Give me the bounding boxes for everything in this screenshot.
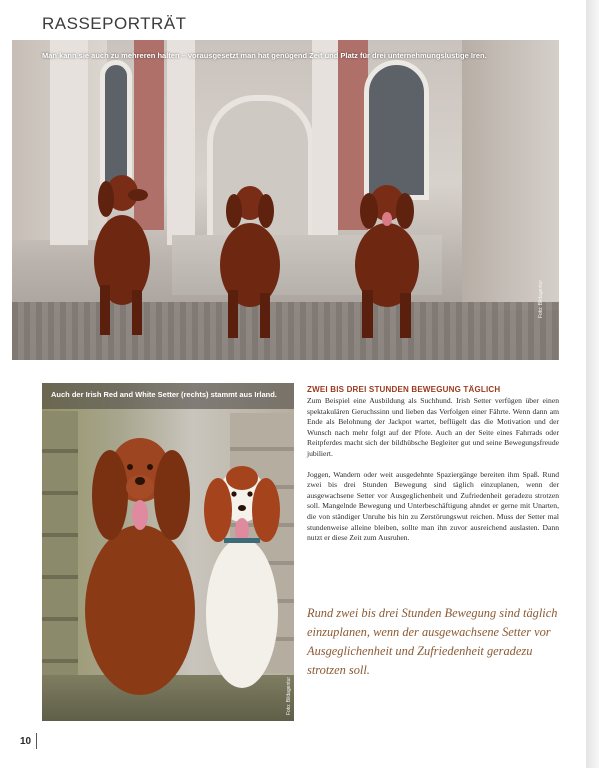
hero-photo (12, 40, 559, 360)
irish-setter-sitting (70, 415, 210, 700)
page-edge (586, 0, 599, 768)
article-body (307, 396, 559, 554)
column-right (462, 40, 559, 310)
hero-photo-caption: Man kann sie auch zu mehreren halten – vorausgesetzt man hat genügend Zeit und Platz für drei unternehmungslustige Iren. (42, 51, 487, 60)
article-paragraph: Zum Beispiel eine Ausbildung als Suchhund. Irish Setter verfügen über einen spektakulären Geruchssinn und lieben das Verfolgen einer Fährte. Wenn dann am Ende als Belohnung der Jackpot wartet, beflügelt das die Motivation und der Wunsch nach mehr folgt auf der Pfote. Auch an der Seite eines Fahrrads oder Reitpferdes macht sich der bildhübsche Begleiter gut und seine Bewegungsfreude jubiliert. (307, 396, 559, 458)
red-and-white-setter-sitting (192, 448, 292, 693)
second-photo-caption: Auch der Irish Red and White Setter (rechts) stammt aus Irland. (51, 390, 277, 399)
second-photo-credit: Foto: Bildagentur (286, 676, 292, 715)
pull-quote: Rund zwei bis drei Stunden Bewegung sind täglich einzuplanen, wenn der ausgewachsene Setter vor Ausgeglichenheit und Zufriedenheit geradezu strotzen soll. (307, 606, 558, 677)
article-paragraph: Joggen, Wandern oder weit ausgedehnte Spaziergänge bereiten ihm Spaß. Rund zwei bis drei Stunden Bewegung sind täglich einzuplanen, wenn der ausgewachsene Setter vor Ausgeglichenheit und Zufriedenheit geradezu strotzen soll. Mangelnde Bewegung und Unterbeschäftigung ahndet er gerne mit Unarten, die von ständiger Unruhe bis hin zu Zerstörungswut reichen. Muss der Setter mal stundenweise alleine bleiben, sollte man ihn zuvor ausreichend auslasten. Dann nutzt er diese Zeit zum Ausruhen. (307, 469, 559, 543)
section-title: RASSEPORTRÄT (42, 14, 187, 33)
hero-photo-credit: Foto: Bildagentur (538, 279, 544, 318)
setter-dog-left (82, 165, 162, 340)
setter-dog-middle (210, 175, 290, 340)
pillar (312, 40, 338, 245)
page-number: 10 (20, 736, 32, 747)
page-number-rule (36, 733, 37, 749)
article-heading: ZWEI BIS DREI STUNDEN BEWEGUNG TÄGLICH (307, 385, 501, 394)
second-photo (42, 383, 294, 721)
pillar (167, 40, 195, 245)
setter-dog-right (342, 175, 432, 340)
